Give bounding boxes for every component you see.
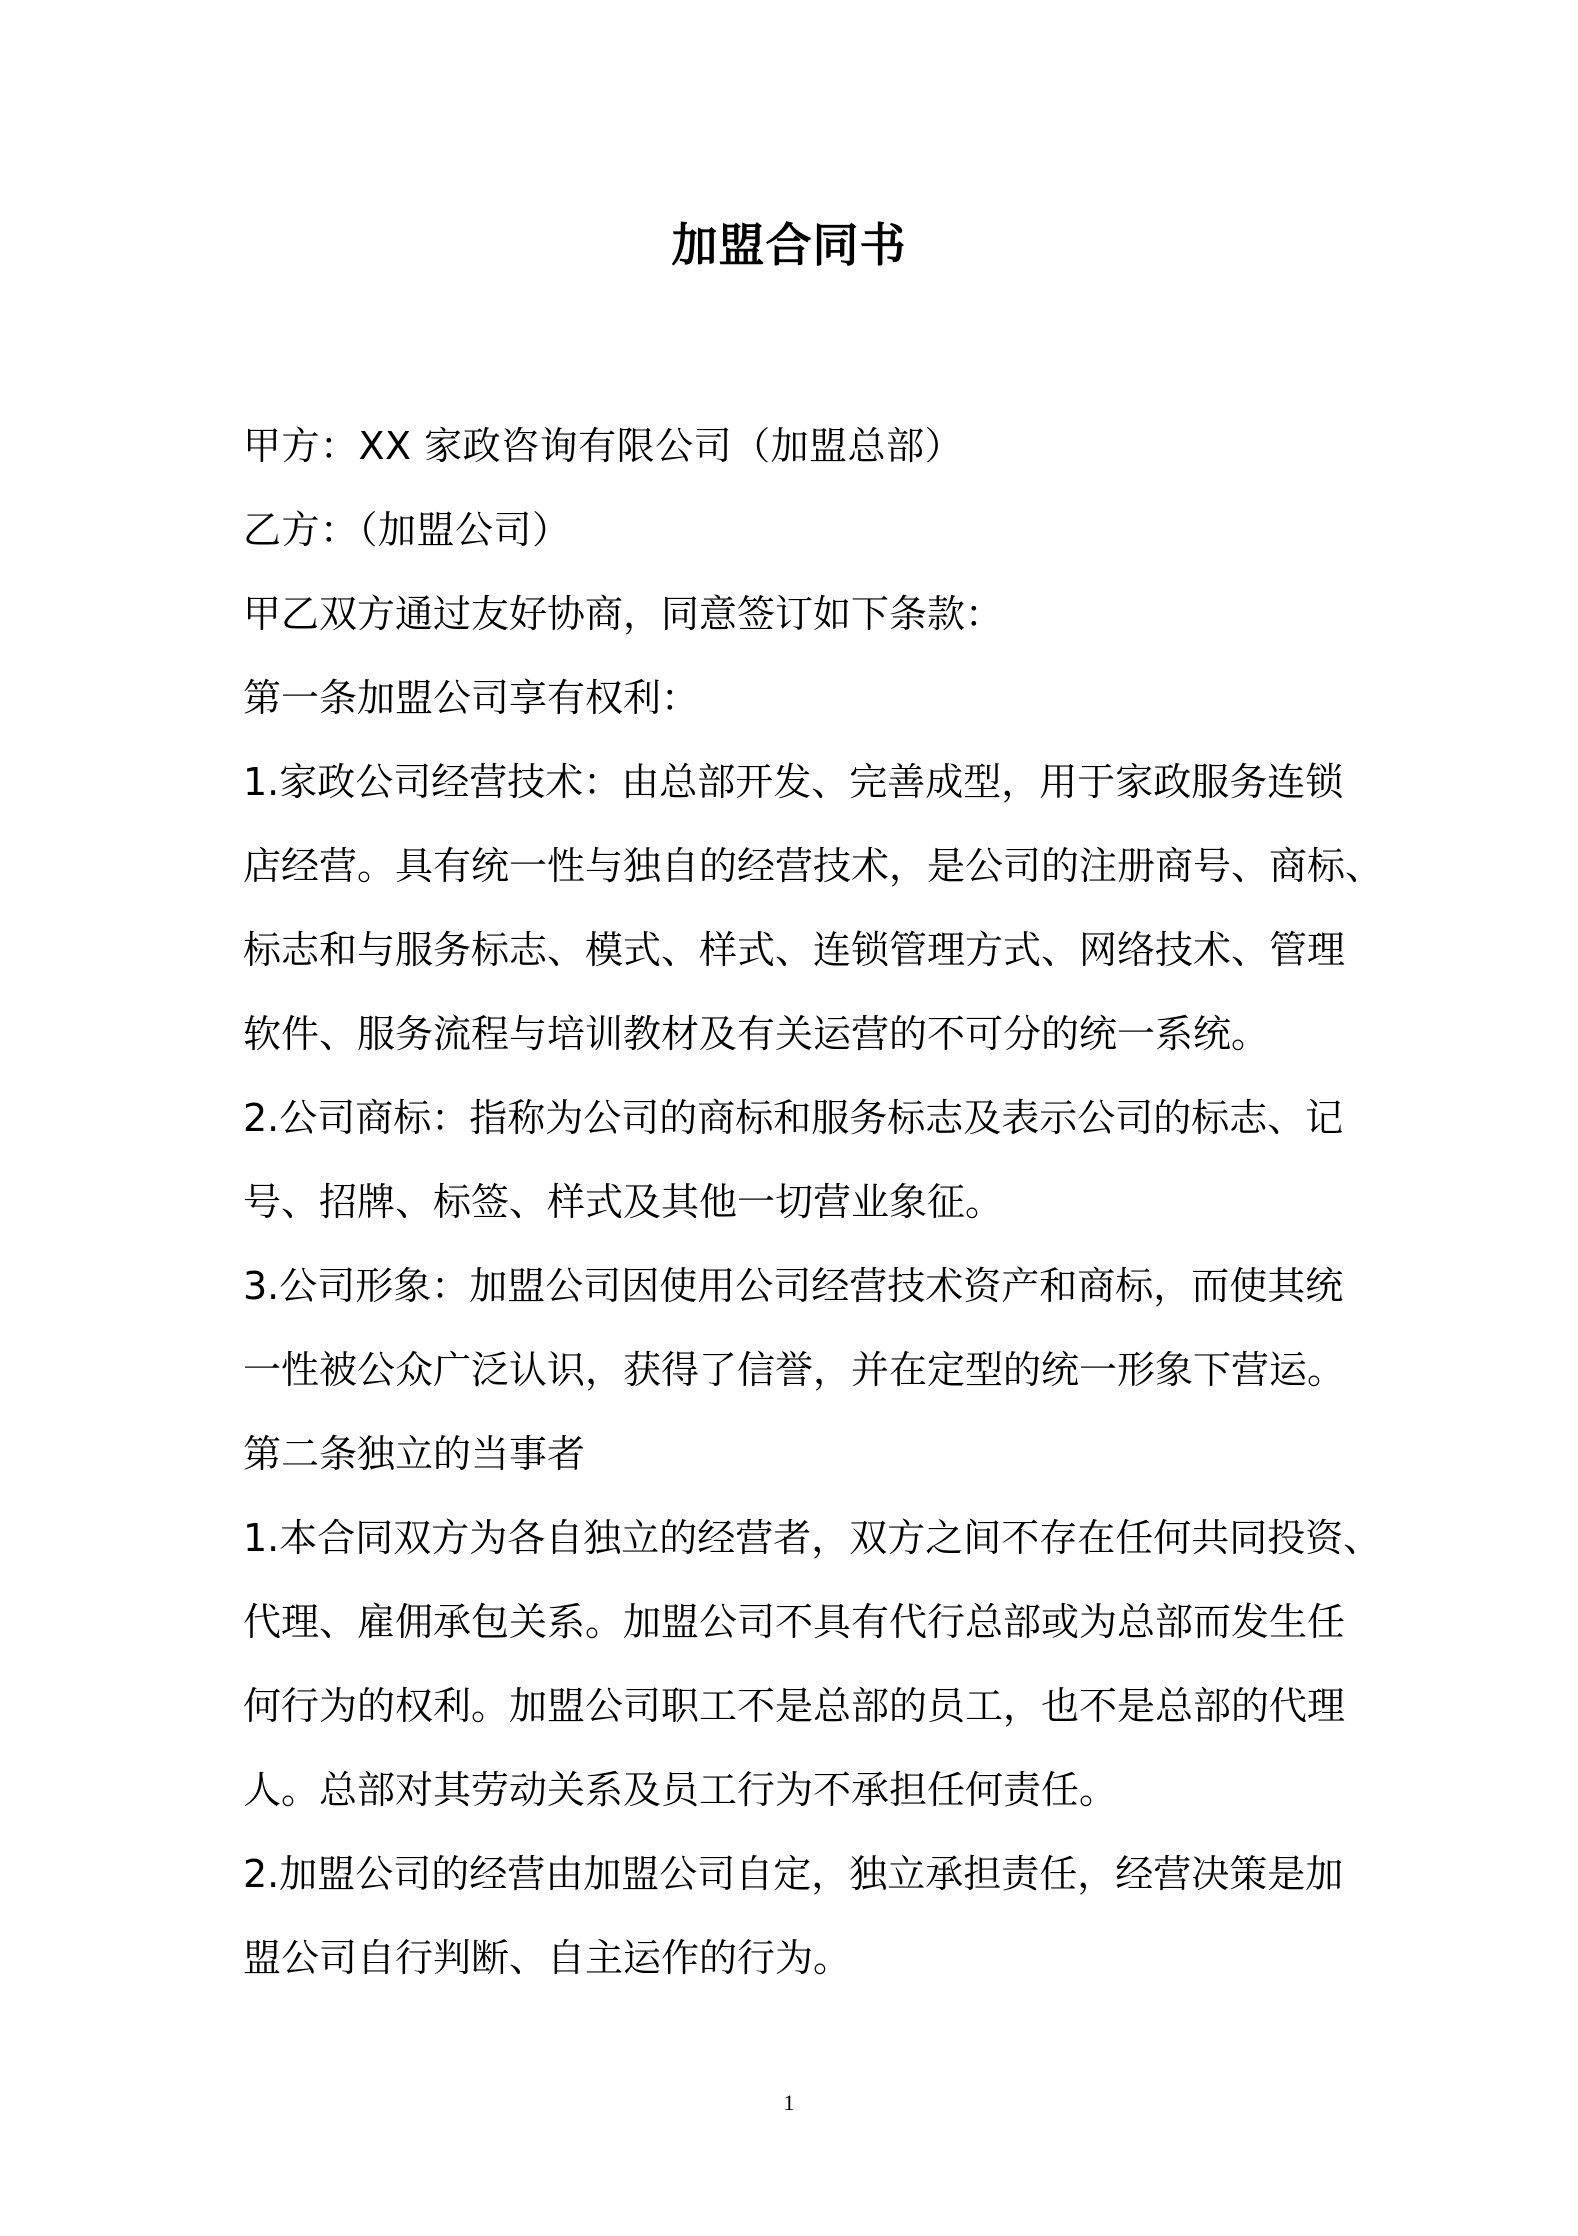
paragraph-line: 一性被公众广泛认识，获得了信誉，并在定型的统一形象下营运。: [243, 1348, 1346, 1392]
party-a-line: 甲方：XX 家政咨询有限公司（加盟总部）: [243, 424, 964, 468]
intro-line: 甲乙双方通过友好协商，同意签订如下条款：: [243, 592, 1004, 636]
paragraph-line: 盟公司自行判断、自主运作的行为。: [243, 1936, 852, 1980]
party-b-line: 乙方：（加盟公司）: [243, 508, 571, 552]
paragraph-line: 1.本合同双方为各自独立的经营者，双方之间不存在任何共同投资、: [243, 1516, 1382, 1560]
paragraph-line: 人。总部对其劳动关系及员工行为不承担任何责任。: [243, 1768, 1118, 1812]
article-1-heading: 第一条加盟公司享有权利：: [243, 676, 700, 720]
paragraph-line: 软件、服务流程与培训教材及有关运营的不可分的统一系统。: [243, 1012, 1270, 1056]
document-title: 加盟合同书: [671, 218, 907, 272]
paragraph-line: 1.家政公司经营技术：由总部开发、完善成型，用于家政服务连锁: [243, 760, 1344, 804]
paragraph-line: 代理、雇佣承包关系。加盟公司不具有代行总部或为总部而发生任: [243, 1600, 1346, 1644]
paragraph-line: 何行为的权利。加盟公司职工不是总部的员工，也不是总部的代理: [243, 1684, 1346, 1728]
document-body: [243, 404, 1384, 2000]
paragraph-line: 标志和与服务标志、模式、样式、连锁管理方式、网络技术、管理: [243, 928, 1346, 972]
paragraph-line: 3.公司形象：加盟公司因使用公司经营技术资产和商标，而使其统: [243, 1264, 1344, 1308]
page-number: 1: [783, 2090, 795, 2115]
paragraph-line: 店经营。具有统一性与独自的经营技术，是公司的注册商号、商标、: [243, 844, 1384, 888]
article-2-heading: 第二条独立的当事者: [243, 1432, 586, 1476]
paragraph-line: 号、招牌、标签、样式及其他一切营业象征。: [243, 1180, 1004, 1224]
paragraph-line: 2.加盟公司的经营由加盟公司自定，独立承担责任，经营决策是加: [243, 1852, 1344, 1896]
paragraph-line: 2.公司商标：指称为公司的商标和服务标志及表示公司的标志、记: [243, 1096, 1344, 1140]
